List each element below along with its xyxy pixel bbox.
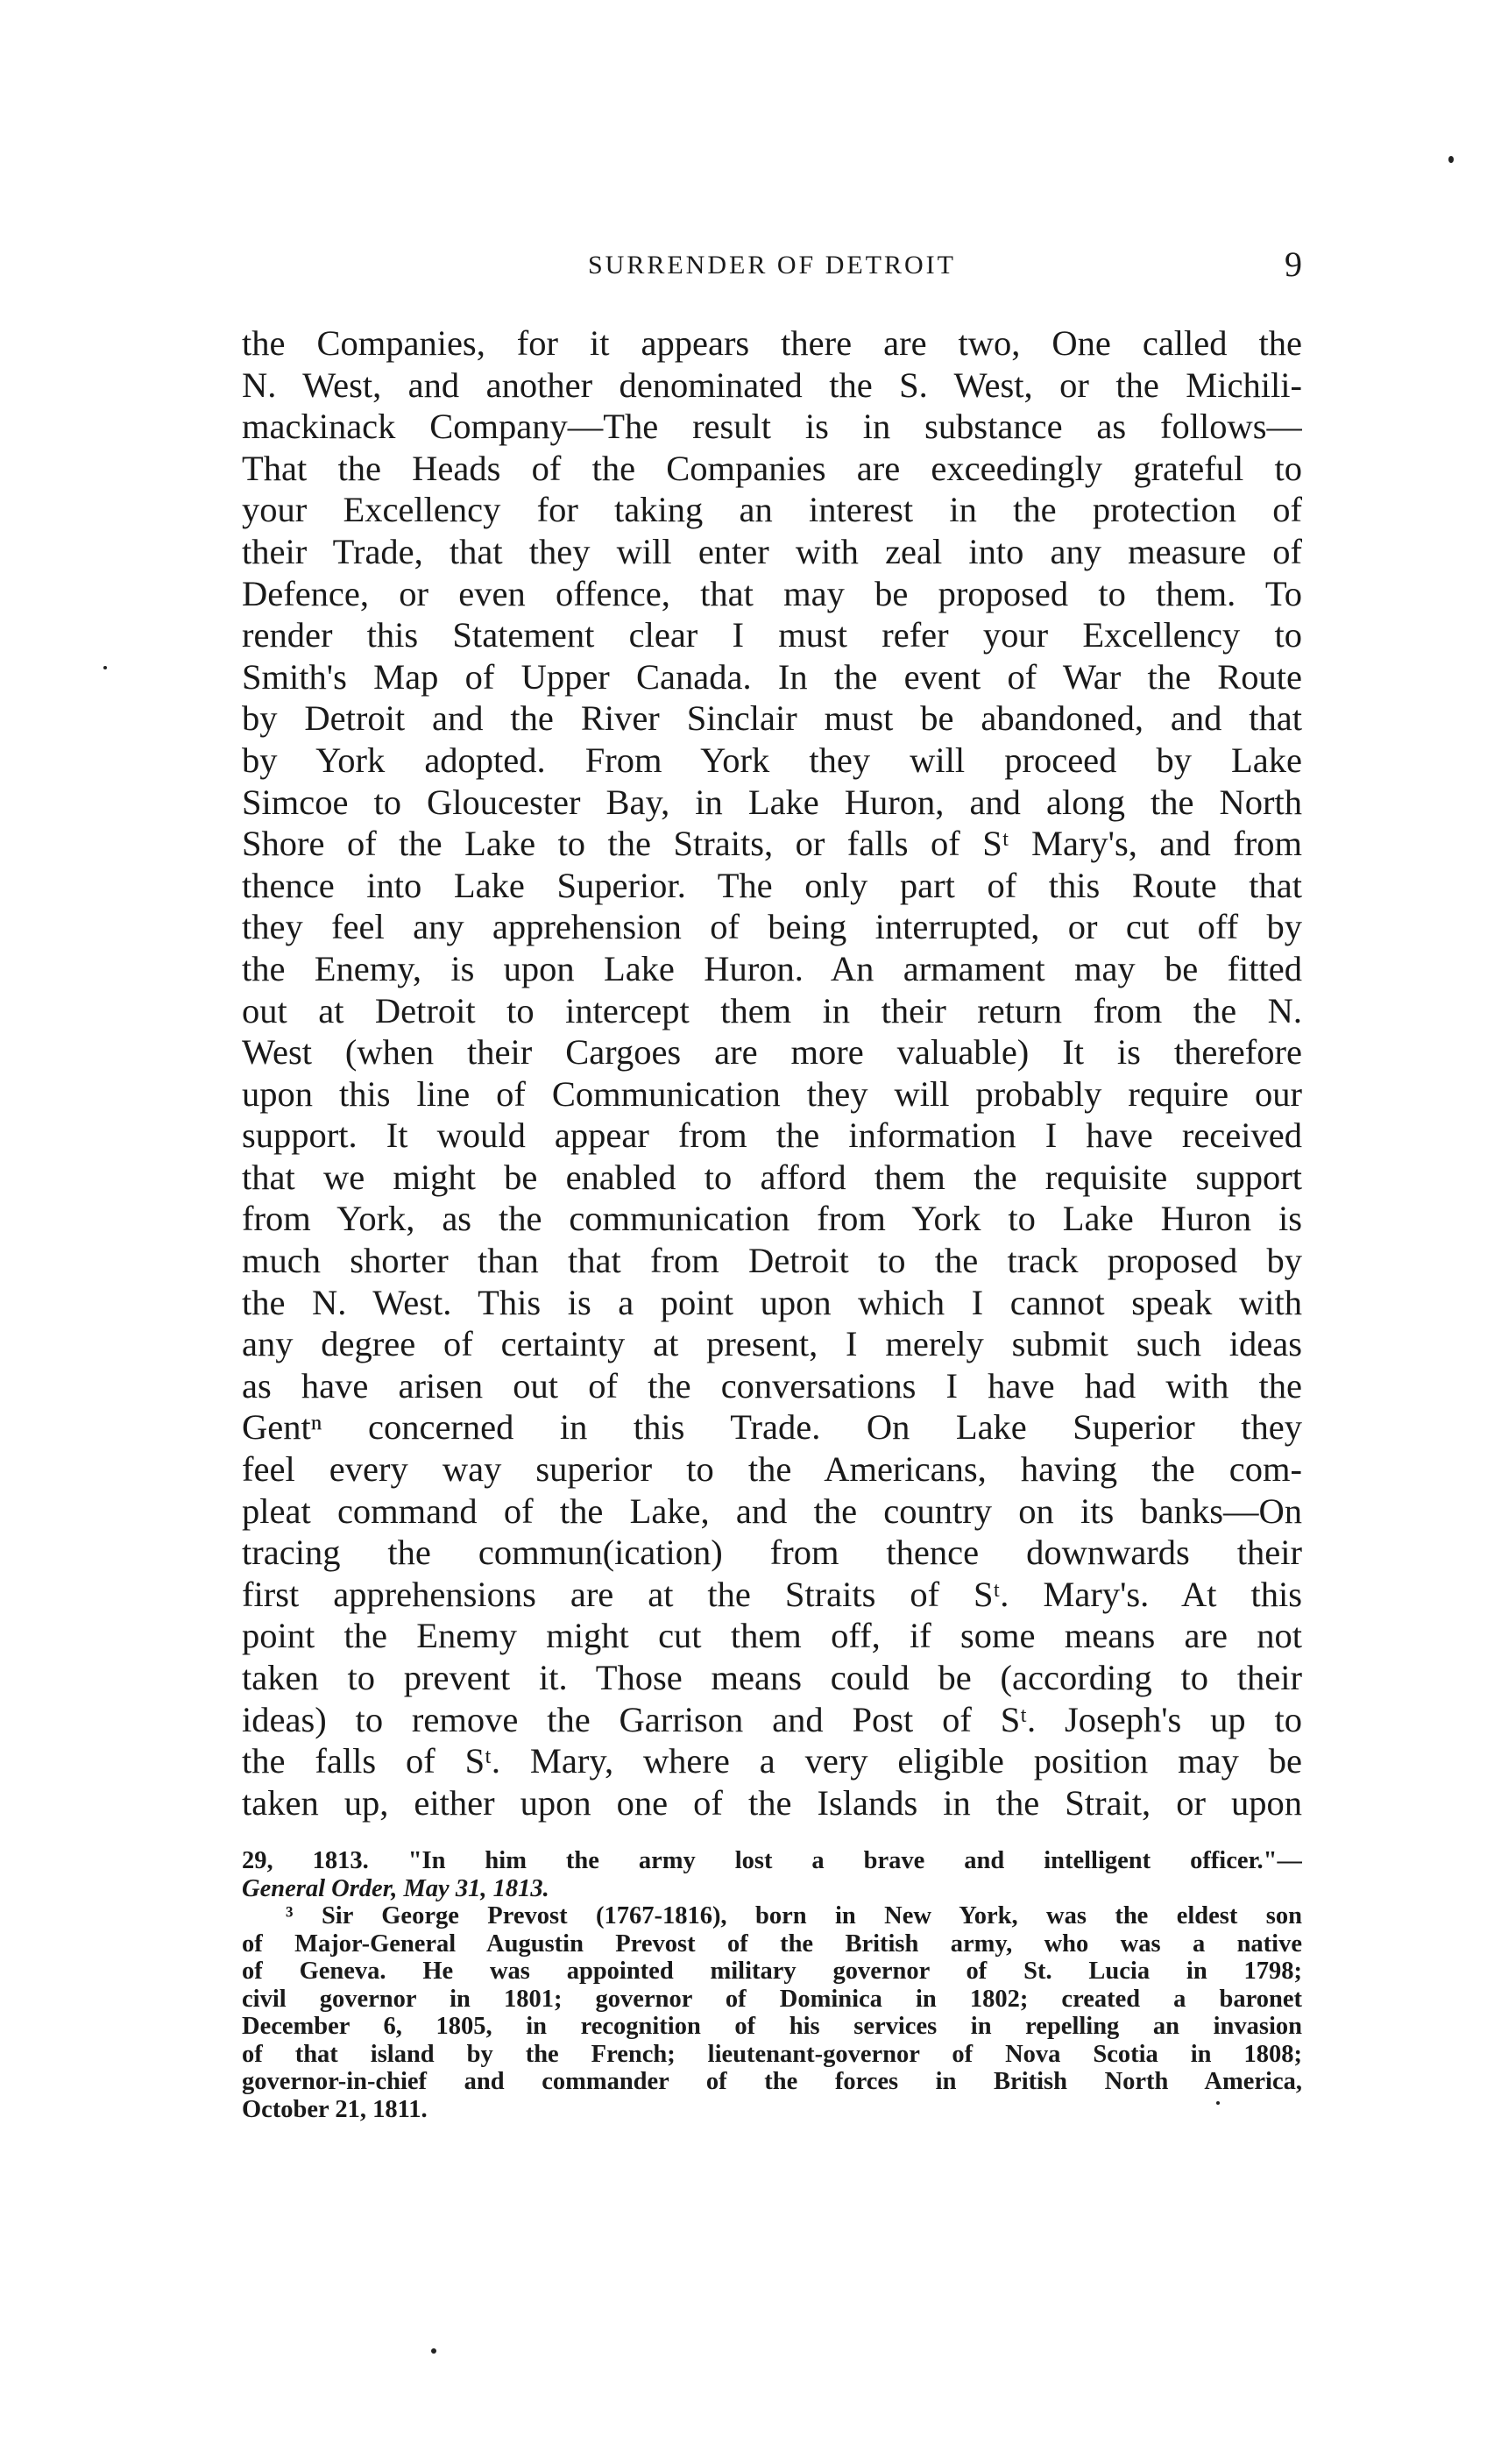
body-text [242,322,1302,1823]
body-line: pleat command of the Lake, and the country on its banks—On [242,1490,1302,1531]
body-line: they feel any apprehension of being interrupted, or cut off by [242,907,1302,947]
body-line: thence into Lake Superior. The only part of this Route that [242,865,1302,905]
body-line: out at Detroit to intercept them in their return from the N. [242,990,1302,1030]
body-line: Gentⁿ concerned in this Trade. On Lake Superior they [242,1407,1302,1448]
footnote-line: October 21, 1811. [242,2095,428,2123]
body-line: the N. West. This is a point upon which I cannot speak with [242,1282,1302,1322]
ink-speck [431,2348,436,2354]
ink-speck [103,666,107,669]
body-line: the Enemy, is upon Lake Huron. An armament may be fitted [242,948,1302,988]
body-line: That the Heads of the Companies are exceedingly grateful to [242,448,1302,488]
body-line: N. West, and another denominated the S. West, or the Michili- [242,365,1302,405]
body-line: the falls of Sᵗ. Mary, where a very eligible position may be [242,1741,1302,1781]
page-number: 9 [1285,244,1302,284]
body-line: ideas) to remove the Garrison and Post of Sᵗ. Joseph's up to [242,1699,1302,1739]
body-line: render this Statement clear I must refer your Excellency to [242,615,1302,655]
body-line: as have arisen out of the conversations I have had with the [242,1365,1302,1405]
footnote-line: of Major-General Augustin Prevost of the British army, who was a native [242,1929,1302,1958]
body-line: Smith's Map of Upper Canada. In the event of War the Route [242,656,1302,697]
footnotes [242,1847,1302,2123]
body-line: Defence, or even offence, that may be proposed to them. To [242,573,1302,613]
body-line: that we might be enabled to afford them the requisite support [242,1157,1302,1197]
footnote-line: of Geneva. He was appointed military governor of St. Lucia in 1798; [242,1958,1302,1985]
body-line: feel every way superior to the Americans, having the com- [242,1449,1302,1490]
body-line: any degree of certainty at present, I merely submit such ideas [242,1324,1302,1364]
body-line: mackinack Company—The result is in substance as follows— [242,407,1302,447]
body-line: Shore of the Lake to the Straits, or falls of Sᵗ Mary's, and from [242,824,1302,864]
body-line: taken to prevent it. Those means could be (according to their [242,1658,1302,1697]
ink-speck [1216,2101,1220,2105]
footnote-line: of that island by the French; lieutenant-governor of Nova Scotia in 1808; [242,2040,1302,2068]
footnote-line: 29, 1813. "In him the army lost a brave and intelligent officer."— [242,1847,1302,1874]
running-head: SURRENDER OF DETROIT [587,251,956,280]
body-line: from York, as the communication from York to Lake Huron is [242,1199,1302,1239]
footnote-line: December 6, 1805, in recognition of his services in repelling an invasion [242,2013,1302,2040]
body-line: support. It would appear from the information I have received [242,1115,1302,1156]
ink-speck [1448,156,1454,163]
body-line: by Detroit and the River Sinclair must be abandoned, and that [242,698,1302,739]
body-line: by York adopted. From York they will proceed by Lake [242,740,1302,780]
body-line: much shorter than that from Detroit to the track proposed by [242,1241,1302,1281]
body-line: Simcoe to Gloucester Bay, in Lake Huron, and along the North [242,782,1302,822]
body-line: your Excellency for taking an interest in the protection of [242,490,1302,530]
page-header [242,244,1302,296]
footnote-line: governor-in-chief and commander of the forces in British North America, [242,2068,1302,2095]
body-line: taken up, either upon one of the Islands in the Strait, or upon [242,1782,1302,1823]
body-line: first apprehensions are at the Straits of Sᵗ. Mary's. At this [242,1574,1302,1614]
body-line: West (when their Cargoes are more valuable) It is therefore [242,1032,1302,1073]
footnote-line: civil governor in 1801; governor of Dominica in 1802; created a baronet [242,1985,1302,2013]
body-line: tracing the commun(ication) from thence downwards their [242,1533,1302,1573]
body-line: the Companies, for it appears there are two, One called the [242,323,1302,363]
body-line: point the Enemy might cut them off, if some means are not [242,1616,1302,1656]
footnote-line: General Order, May 31, 1813. [242,1874,549,1902]
footnote-line: ³ Sir George Prevost (1767-1816), born in New York, was the eldest son [286,1902,1302,1929]
body-line: their Trade, that they will enter with zeal into any measure of [242,531,1302,571]
body-line: upon this line of Communication they will probably require our [242,1073,1302,1114]
